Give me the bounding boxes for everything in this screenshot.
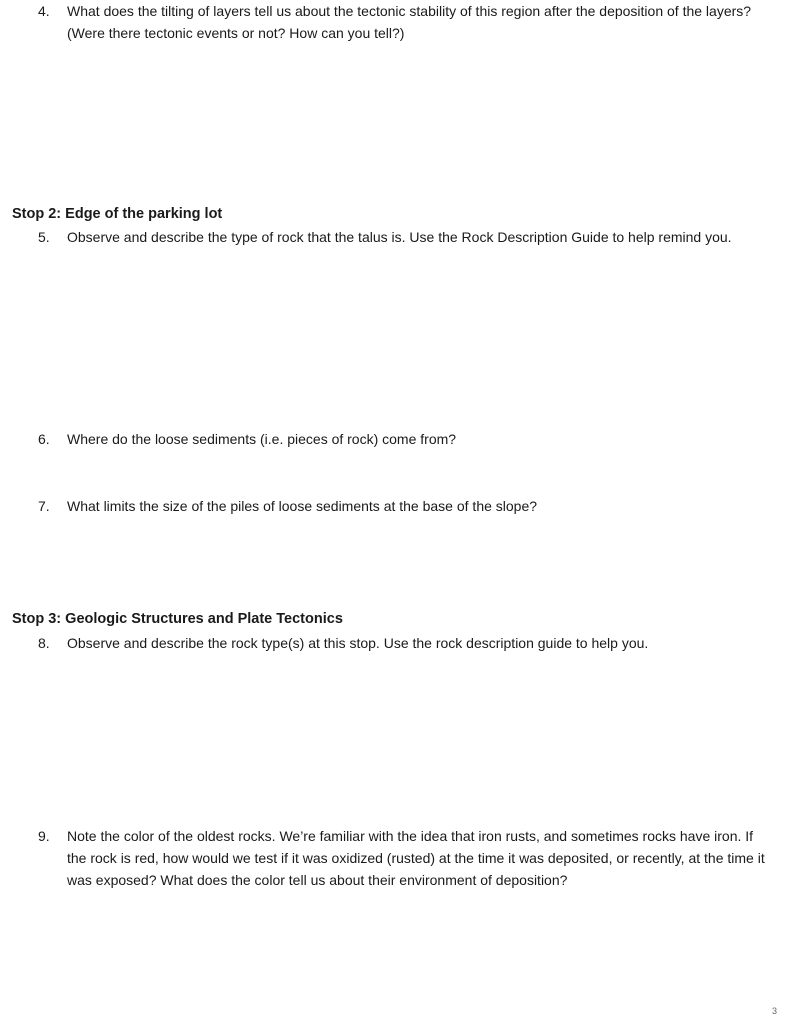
question-text: What limits the size of the piles of loose sediments at the base of the slope? — [67, 498, 538, 514]
question-8 — [38, 632, 768, 654]
question-4 — [38, 0, 768, 44]
question-number: 8. — [38, 635, 50, 651]
section-heading-stop-3: Stop 3: Geologic Structures and Plate Tectonics — [12, 611, 343, 627]
question-number: 5. — [38, 229, 50, 245]
question-5 — [38, 226, 768, 248]
question-6 — [38, 428, 768, 450]
question-text: Note the color of the oldest rocks. We’re familiar with the idea that iron rusts, and sometimes rocks have iron. If the rock is red, how would we test if it was oxidized (rusted) at the time it was deposited, or recently, at the time it was exposed? What does the color tell us about their environment of deposition? — [67, 828, 765, 888]
question-text: Observe and describe the rock type(s) at this stop. Use the rock description guide to help you. — [67, 635, 649, 651]
question-number: 9. — [38, 828, 50, 844]
question-text: Where do the loose sediments (i.e. pieces of rock) come from? — [67, 431, 457, 447]
question-number: 6. — [38, 431, 50, 447]
question-7 — [38, 495, 768, 517]
section-heading-stop-2: Stop 2: Edge of the parking lot — [12, 206, 223, 222]
question-number: 7. — [38, 498, 50, 514]
question-number: 4. — [38, 3, 50, 19]
question-9 — [38, 825, 768, 891]
page-number: 3 — [771, 1006, 777, 1016]
question-text: Observe and describe the type of rock that the talus is. Use the Rock Description Guide to help remind you. — [67, 229, 732, 245]
question-text: What does the tilting of layers tell us about the tectonic stability of this region after the deposition of the layers? (Were there tectonic events or not? How can you tell?) — [67, 3, 752, 41]
